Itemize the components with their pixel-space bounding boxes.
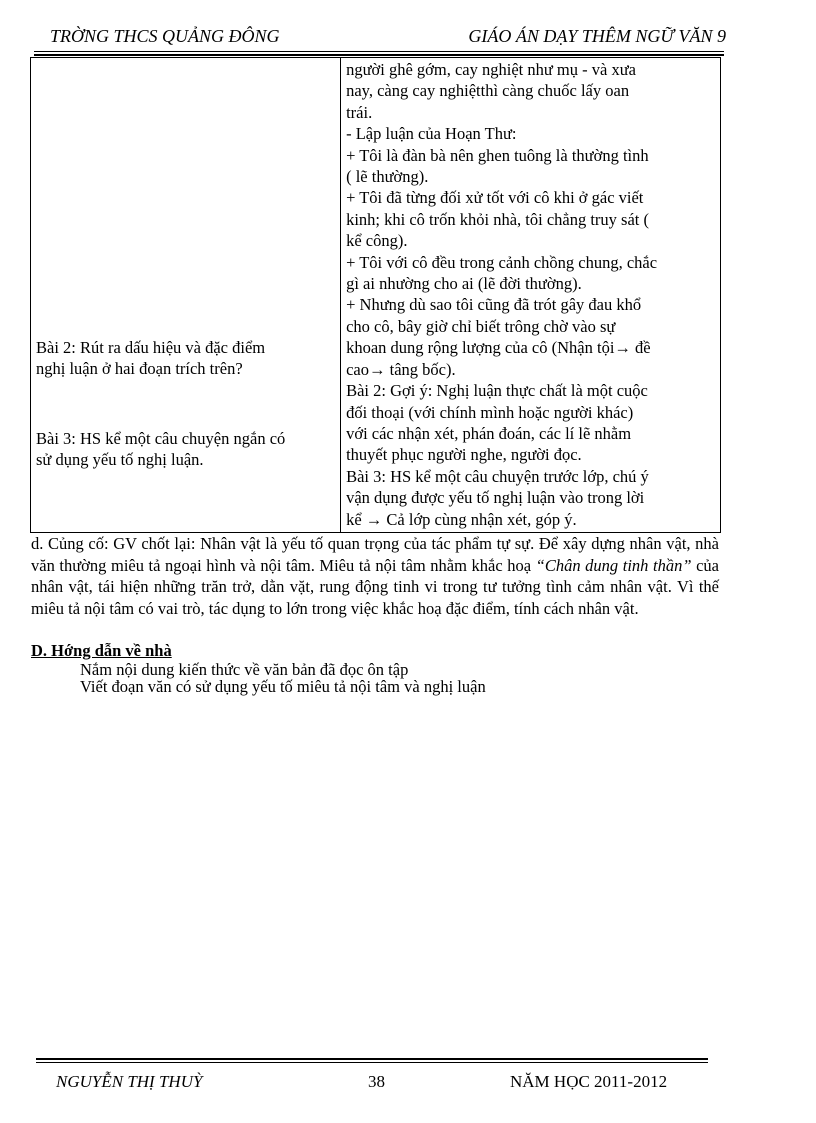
content-line: cho cô, bây giờ chỉ biết trông chờ vào sự (346, 316, 616, 336)
content-line: Bài 3: HS kể một câu chuyện trước lớp, chú ý (346, 466, 649, 486)
content-line: đối thoại (với chính mình hoặc người khác) (346, 402, 634, 422)
content-line: kể → Cả lớp cùng nhận xét, góp ý. (346, 509, 577, 529)
content-line: khoan dung rộng lượng của cô (Nhận tội→ đề (346, 338, 651, 358)
content-line: Bài 2: Gợi ý: Nghị luận thực chất là một cuộc (346, 381, 648, 401)
document-title: GIÁO ÁN DẠY THÊM NGỮ VĂN 9 (468, 26, 726, 46)
consolidation-part-2: của nhân vật, tái hiện những trăn trở, dằn vặt, rung động tinh vi trong tư tưởng tình cảm nhân vật. Vì thế miêu tả nội tâm có vai trò, tác dụng to lớn trong việc khắc hoạ đặc điểm, tính cách nhân vật. (31, 555, 719, 618)
exercise-2-line-1: Bài 2: Rút ra dấu hiệu và đặc điểm (36, 338, 266, 357)
content-line: + Tôi đã từng đối xử tốt với cô khi ở gác viết (346, 188, 644, 208)
content-line: cao→ tâng bốc). (346, 359, 456, 379)
school-name: TRỜNG THCS QUẢNG ĐÔNG (50, 26, 280, 46)
content-line: + Tôi với cô đều trong cảnh chồng chung, chắc (346, 252, 658, 272)
exercise-2-line-2: nghị luận ở hai đoạn trích trên? (36, 359, 243, 379)
homework-item: Viết đoạn văn có sử dụng yếu tố miêu tả nội tâm và nghị luận (80, 677, 486, 696)
content-line: với các nhận xét, phán đoán, các lí lẽ nhằm (346, 423, 632, 443)
content-cell (341, 58, 721, 533)
lesson-table (30, 57, 721, 533)
page-number: 38 (368, 1072, 385, 1091)
content-line: trái. (346, 102, 373, 122)
consolidation-text (31, 533, 719, 619)
consolidation-quote: “Chân dung tinh thần” (535, 555, 692, 575)
content-line: + Tôi là đàn bà nên ghen tuông là thường tình (346, 145, 649, 165)
content-line: người ghê gớm, cay nghiệt như mụ - và xưa (346, 60, 636, 79)
footer-rule (36, 1058, 708, 1063)
exercise-3-line-2: sử dụng yếu tố nghị luận. (36, 450, 204, 470)
activity-cell (31, 58, 341, 533)
content-line: gì ai nhường cho ai (lẽ đời thường). (346, 274, 582, 294)
content-line: - Lập luận của Hoạn Thư: (346, 124, 517, 144)
footer-school-year: NĂM HỌC 2011-2012 (510, 1072, 668, 1091)
content-line: kể công). (346, 231, 408, 251)
section-d-heading: D. Hớng dẫn về nhà (31, 641, 172, 660)
content-line: vận dụng được yếu tố nghị luận vào trong lời (346, 488, 645, 508)
consolidation-paragraph (31, 533, 719, 619)
content-line: nay, càng cay nghiệtthì càng chuốc lấy oan (346, 81, 630, 101)
homework-item: Nắm nội dung kiến thức về văn bản đã đọc ôn tập (80, 660, 409, 679)
consolidation-part-1: d. Củng cố: GV chốt lại: Nhân vật là yếu tố quan trọng của tác phẩm tự sự. Để xây dựng nhân vật, nhà văn thường miêu tả ngoại hình và nội tâm. Miêu tả nội tâm nhằm khắc hoạ (31, 534, 719, 575)
content-line: kinh; khi cô trốn khỏi nhà, tôi chẳng truy sát ( (346, 209, 649, 229)
header-rule (34, 51, 724, 56)
table-row (31, 58, 721, 533)
content-line: thuyết phục người nghe, người đọc. (346, 445, 582, 465)
page-header (38, 26, 728, 50)
content-line: ( lẽ thường). (346, 167, 429, 187)
exercise-3-line-1: Bài 3: HS kể một câu chuyện ngắn có (36, 428, 286, 448)
homework-guide (80, 661, 486, 695)
footer-author: NGUYỄN THỊ THUỲ (56, 1072, 203, 1091)
content-line: + Nhưng dù sao tôi cũng đã trót gây đau khổ (346, 295, 642, 315)
